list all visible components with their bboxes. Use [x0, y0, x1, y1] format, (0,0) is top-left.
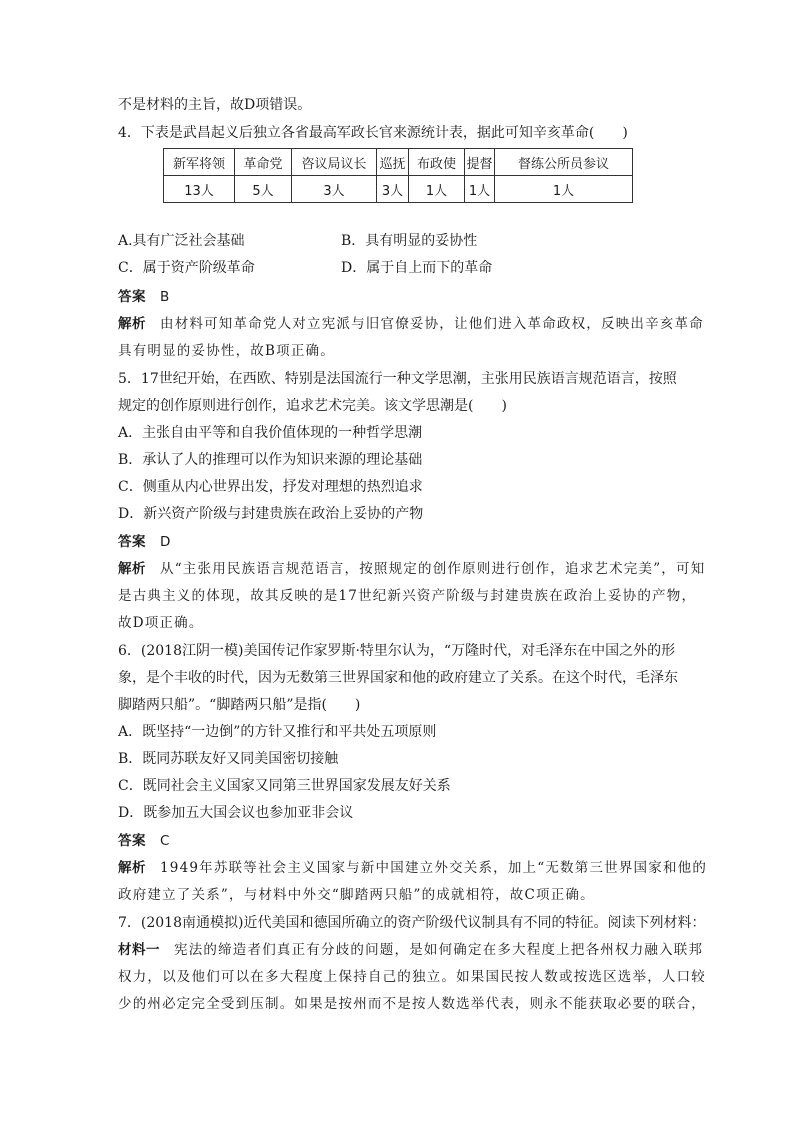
q4-option-c: C．属于资产阶级革命 — [118, 260, 255, 276]
q6-option-b: B．既同苏联友好又同美国密切接触 — [118, 751, 339, 767]
q5-analysis-line: 是古典主义的体现，故其反映的是17世纪新兴资产阶级与封建贵族在政治上妥协的产物， — [118, 588, 697, 604]
q5-analysis-line — [118, 560, 705, 578]
table-cell: 1人 — [409, 176, 465, 203]
table-header-row — [164, 149, 633, 176]
q4-analysis-line — [118, 315, 704, 333]
table-header-cell: 督练公所员参议 — [495, 149, 633, 176]
analysis-text: 1949年苏联等社会主义国家与新中国建立外交关系，加上“无数第三世界国家和他的 — [160, 860, 708, 876]
answer-value: B — [160, 289, 170, 305]
q4-option-a: A.具有广泛社会基础 — [118, 233, 245, 249]
q4-stats-table — [163, 148, 633, 203]
material-1-line — [118, 941, 703, 959]
q5-option-d: D．新兴资产阶级与封建贵族在政治上妥协的产物 — [118, 506, 424, 522]
q5-option-c: C．侧重从内心世界出发，抒发对理想的热烈追求 — [118, 479, 423, 495]
material-text: 宪法的缔造者们真正有分歧的问题，是如何确定在多大程度上把各州权力融入联邦 — [174, 942, 704, 958]
q6-option-a: A．既坚持“一边倒”的方针又推行和平共处五项原则 — [118, 724, 437, 740]
material-1-label: 材料一 — [118, 942, 160, 958]
question-6-stem: 象，是个丰收的时代，因为无数第三世界国家和他的政府建立了关系。在这个时代，毛泽东 — [118, 670, 678, 686]
q4-answer — [118, 288, 170, 306]
q5-answer — [118, 533, 171, 551]
q5-option-a: A．主张自由平等和自我价值体现的一种哲学思潮 — [118, 425, 423, 441]
table-cell: 1人 — [465, 176, 495, 203]
q4-analysis-line: 具有明显的妥协性，故B项正确。 — [118, 343, 335, 359]
table-header-cell: 咨议局议长 — [292, 149, 377, 176]
question-7-stem: 7．(2018南通模拟)近代美国和德国所确立的资产阶级代议制具有不同的特征。阅读下列材料： — [118, 915, 706, 931]
table-cell: 3人 — [377, 176, 409, 203]
table-cell: 5人 — [235, 176, 292, 203]
answer-label: 答案 — [118, 289, 146, 305]
answer-value: D — [160, 534, 171, 550]
answer-label: 答案 — [118, 833, 146, 849]
question-4-stem: 4．下表是武昌起义后独立各省最高军政长官来源统计表，据此可知辛亥革命( ) — [118, 125, 628, 141]
analysis-text: 由材料可知革命党人对立宪派与旧官僚妥协，让他们进入革命政权，反映出辛亥革命 — [160, 316, 704, 332]
table-cell: 3人 — [292, 176, 377, 203]
q5-analysis-line: 故D项正确。 — [118, 615, 204, 631]
table-header-cell: 新军将领 — [164, 149, 235, 176]
table-header-cell: 巡抚 — [377, 149, 409, 176]
material-1-line: 权力，以及他们可以在多大程度上保持自己的独立。如果国民按人数或按选区选举，人口较 — [118, 969, 706, 985]
table-header-cell: 布政使 — [409, 149, 465, 176]
answer-value: C — [160, 833, 170, 849]
q4-option-d: D．属于自上而下的革命 — [341, 260, 493, 276]
question-6-stem: 6．(2018江阴一模)美国传记作家罗斯·特里尔认为，“万隆时代，对毛泽东在中国之外的形 — [118, 643, 676, 659]
q4-option-b: B．具有明显的妥协性 — [341, 233, 478, 249]
material-1-line: 少的州必定完全受到压制。如果是按州而不是按人数选举代表，则永不能获取必要的联合， — [118, 996, 706, 1012]
q6-option-d: D．既参加五大国会议也参加亚非会议 — [118, 805, 354, 821]
analysis-label: 解析 — [118, 860, 146, 876]
table-row — [164, 176, 633, 203]
question-6-stem: 脚踏两只船”。“脚踏两只船”是指( ) — [118, 697, 361, 713]
table-cell: 13人 — [164, 176, 235, 203]
q6-analysis-line: 政府建立了关系”，与材料中外交“脚踏两只船”的成就相符，故C项正确。 — [118, 887, 595, 903]
q6-answer — [118, 832, 170, 850]
q6-option-c: C．既同社会主义国家又同第三世界国家发展友好关系 — [118, 778, 451, 794]
q6-analysis-line — [118, 859, 707, 877]
analysis-text: 从“主张用民族语言规范语言，按照规定的创作原则进行创作，追求艺术完美”，可知 — [160, 561, 706, 577]
answer-label: 答案 — [118, 534, 146, 550]
analysis-label: 解析 — [118, 561, 146, 577]
table-header-cell: 革命党 — [235, 149, 292, 176]
analysis-label: 解析 — [118, 316, 146, 332]
text-line: 不是材料的主旨，故D项错误。 — [118, 97, 312, 113]
question-5-stem: 规定的创作原则进行创作，追求艺术完美。该文学思潮是( ) — [118, 398, 507, 414]
table-cell: 1人 — [495, 176, 633, 203]
question-5-stem: 5．17世纪开始，在西欧、特别是法国流行一种文学思潮，主张用民族语言规范语言，按照 — [118, 371, 677, 387]
table-header-cell: 提督 — [465, 149, 495, 176]
q5-option-b: B．承认了人的推理可以作为知识来源的理论基础 — [118, 452, 423, 468]
